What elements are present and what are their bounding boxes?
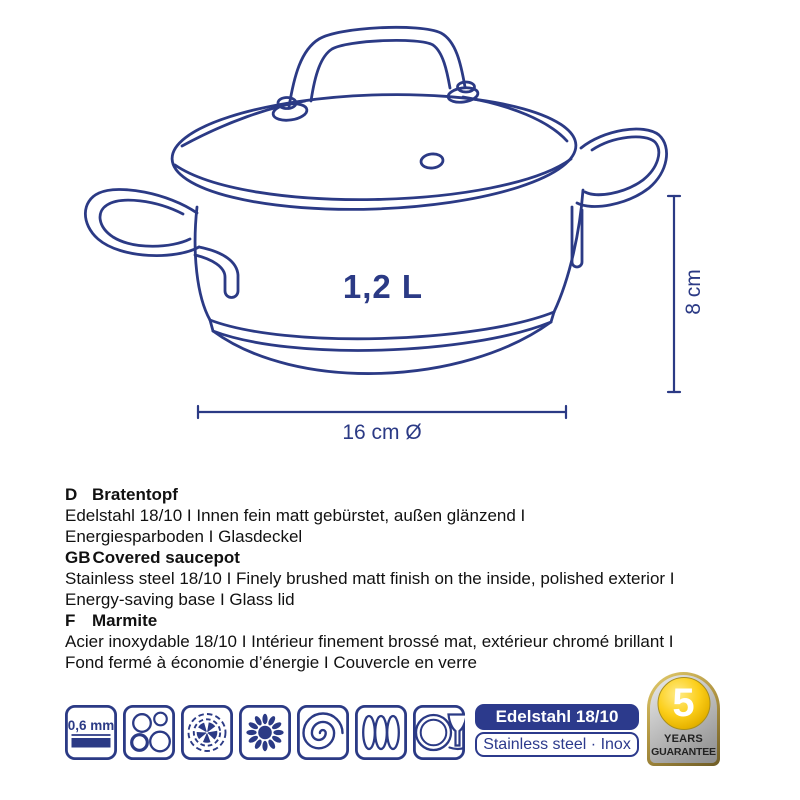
language-code-de: D	[65, 485, 78, 504]
product-title-fr: Marmite	[92, 611, 158, 630]
material-badge	[475, 704, 639, 757]
glass-lid	[170, 27, 578, 216]
description-line: Energy-saving base I Glass lid	[65, 590, 295, 609]
description-header-de	[65, 484, 775, 505]
electric-coil-hob-icon	[297, 705, 349, 760]
base-thickness-icon	[65, 705, 117, 760]
description-header-gb	[65, 547, 775, 568]
base-thickness-label: 0,6 mm	[67, 718, 115, 733]
guarantee-label: GUARANTEE	[651, 746, 716, 758]
guarantee-number: 5	[672, 681, 695, 725]
language-code-fr: F	[65, 611, 76, 630]
description-line: Energiesparboden I Glasdeckel	[65, 527, 303, 546]
guarantee-years-label: YEARS	[664, 733, 703, 745]
induction-hob-icon	[355, 705, 407, 760]
language-code-gb: GB	[65, 548, 91, 567]
left-handle	[85, 190, 238, 298]
diameter-label: 16 cm Ø	[342, 421, 422, 444]
lid-handle	[272, 27, 479, 122]
product-title-de: Bratentopf	[92, 485, 178, 504]
material-badge-de: Edelstahl 18/10	[475, 704, 639, 730]
dishwasher-safe-icon	[413, 705, 465, 760]
material-badge-en-fr: Stainless steel · Inox	[475, 732, 639, 757]
height-dimension-line	[668, 196, 680, 392]
height-label: 8 cm	[682, 269, 705, 315]
radiant-hob-icon	[181, 705, 233, 760]
multilingual-description	[65, 484, 775, 673]
description-line: Stainless steel 18/10 I Finely brushed matt finish on the inside, polished exterior I	[65, 569, 675, 588]
capacity-label: 1,2 L	[342, 268, 424, 305]
guarantee-years-circle	[657, 677, 710, 730]
solid-plate-hob-icon	[123, 705, 175, 760]
description-line: Fond fermé à économie d’énergie I Couvercle en verre	[65, 653, 477, 672]
right-handle	[572, 129, 667, 267]
steam-vent-hole	[420, 153, 443, 169]
description-line: Acier inoxydable 18/10 I Intérieur finement brossé mat, extérieur chromé brillant I	[65, 632, 674, 651]
description-header-fr	[65, 610, 775, 631]
guarantee-badge	[647, 672, 720, 766]
guarantee-badge-inner	[650, 675, 717, 763]
product-title-gb: Covered saucepot	[92, 548, 240, 567]
description-line: Edelstahl 18/10 I Innen fein matt gebürstet, außen glänzend I	[65, 506, 526, 525]
diameter-dimension-line	[198, 406, 566, 418]
gas-hob-icon	[239, 705, 291, 760]
feature-icon-row	[65, 705, 465, 760]
